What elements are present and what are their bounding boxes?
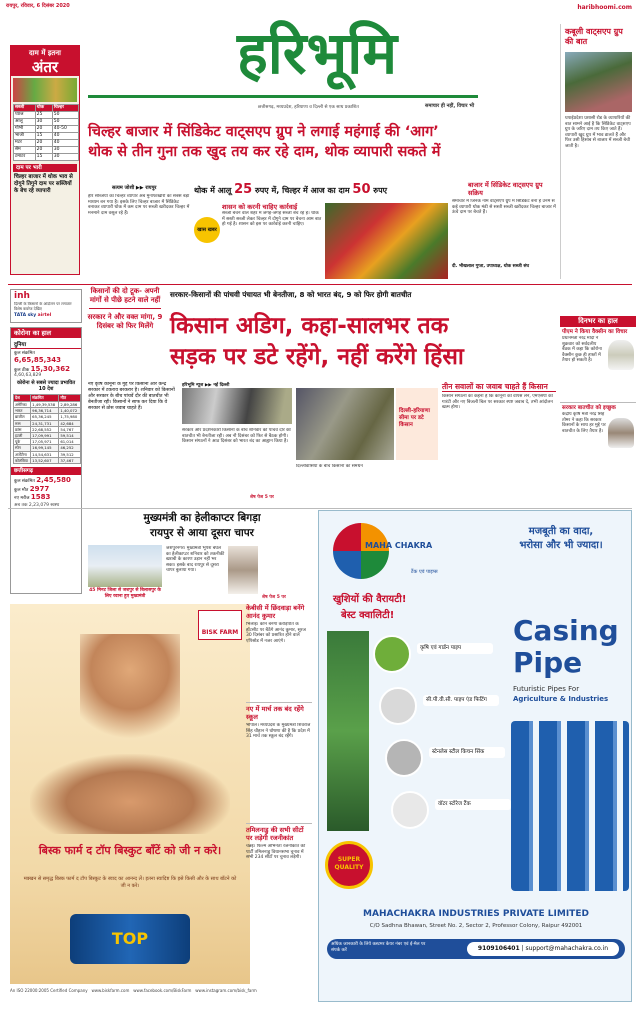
sub-banner-suffix: रुपए <box>373 186 388 195</box>
sub-banner-mid: रुपए में, चिल्हर में आज का दाम <box>254 186 350 195</box>
price-cell: 30 <box>35 119 52 126</box>
price-cell: 50 <box>52 119 78 126</box>
lead-body: हरि सब्जियों का चिल्हर व्यापार अब मुनाफाखोरी का सबसे बड़ा माध्यम बन गया है। इसके लिए चिल्हर बाजार में सिंडिकेट बनाकर व्यापारी थोक में कम दाम पर सब्जी खरीदकर चिल्हर में मनमाने दाम वसूल रहे हैं। <box>88 194 190 216</box>
price-cell: 25 <box>35 112 52 119</box>
corona-cell: 17,09,991 <box>31 433 59 439</box>
farmers-headline-1: किसान अडिग, कहा-सालभर तक <box>170 313 449 339</box>
mahachakra-ad[interactable] <box>318 510 632 1002</box>
corona-row <box>14 402 81 408</box>
price-cell: 20 <box>35 126 52 133</box>
corona-cell: 65,36,245 <box>31 414 59 420</box>
cm-photo <box>228 546 258 594</box>
tatasky-logo: TATA sky <box>14 313 37 318</box>
cg-deaths-label: कुल मौत <box>14 488 29 494</box>
world-cases: 6,65,85,343 <box>14 356 61 364</box>
sub-banner-num2: 50 <box>352 182 371 197</box>
corona-col-header: देश <box>14 395 31 402</box>
lead-side-title: बाजार में सिंडिकेट वाट्सएप ग्रुप सक्रिय <box>468 181 543 197</box>
corona-cell: ब्राजील <box>14 414 31 420</box>
sub-banner-prefix: थोक में आलू <box>194 186 232 195</box>
corona-cell: 17,05,971 <box>31 439 59 445</box>
photo-caption-box <box>396 388 438 460</box>
masthead-subline: छत्तीसगढ़, मध्यप्रदेश, हरियाणा व दिल्ली से एक साथ प्रकाशित <box>258 105 359 110</box>
corona-cell: 54,767 <box>59 426 81 432</box>
pm-photo <box>608 340 634 370</box>
product-image <box>373 635 411 673</box>
right-top-title: कबूली वाट्सएप ग्रुप की बात <box>565 27 623 46</box>
price-cell: भाजी <box>14 133 36 140</box>
khas-badge: खास खबर <box>194 217 220 243</box>
top-strip <box>0 0 640 13</box>
airtel-logo: airtel <box>37 313 52 318</box>
corona-row <box>14 451 81 457</box>
dateline: रायपुर, रविवार, 6 दिसंबर 2020 <box>6 3 70 9</box>
farmer-quotes <box>85 287 165 377</box>
price-cell: मटर <box>14 140 36 147</box>
corona-cell: 22,68,552 <box>31 426 59 432</box>
mahachakra-tag: टैंक एवं पाइप्स <box>411 569 438 575</box>
product-strip-photo <box>327 631 369 831</box>
price-cell: सेम <box>14 147 36 154</box>
price-cell: 50 <box>52 112 78 119</box>
price-table <box>13 104 79 161</box>
mahachakra-logo-ring <box>333 523 389 579</box>
heli-jump: शेष पेज 5 पर <box>262 595 286 600</box>
corona-cell: यूके <box>14 439 31 445</box>
price-cell: टमाटर <box>14 154 36 161</box>
footer-fb[interactable]: www.facebook.com/BiskFarm <box>133 988 192 993</box>
cg-footer: अब तक 2,23,079 स्वस्थ <box>14 503 60 509</box>
world-recovered: 15,30,362 <box>30 365 71 373</box>
price-col-header: सब्जी <box>14 105 36 112</box>
right-s1-body: प्रधानमंत्री नरेंद्र मोदी ने शुक्रवार को सर्वदलीय बैठक में कहा कि कोरोना वैक्सीन कुछ ही हफ्तों में तैयार हो सकती है। <box>562 336 602 364</box>
price-row <box>14 147 79 154</box>
corona-cell: 61,014 <box>59 439 81 445</box>
inh-text: दिल्ली के किसानों के आंदोलन पर लगातार विशेष कवरेज देखिए <box>14 302 72 311</box>
biskfarm-logo <box>198 610 242 640</box>
minister-photo <box>608 418 634 448</box>
mahachakra-quality: बेस्ट क्वालिटी! <box>341 610 395 621</box>
photo-caption: दिल्ली-हरियाणा सीमा पर डटे किसान <box>399 408 430 428</box>
corona-cell: 96,36,714 <box>31 408 59 414</box>
corona-top10-title: कोरोना से सबसे ज्यादा प्रभावित 10 देश <box>16 380 76 392</box>
price-cell: प्याज <box>14 112 36 119</box>
price-sub-label: दाम पर भारी <box>13 164 77 172</box>
news-s3-title: तमिलनाडु की सभी सीटों पर लड़ेगी रजनीकांत <box>246 823 312 842</box>
corona-cell: रूस <box>14 420 31 426</box>
price-row <box>14 133 79 140</box>
teen-box <box>442 382 556 502</box>
cg-cases-label: कुल संक्रमित <box>14 479 35 485</box>
cg-new-label: नए मरीज <box>14 496 30 502</box>
price-col-header: चिल्हर <box>52 105 78 112</box>
farmers-headline-2: सड़क पर डटे रहेंगे, नहीं करेंगे हिंसा <box>170 344 464 370</box>
contact-bar <box>327 939 625 959</box>
corona-cell: 1,75,980 <box>59 414 81 420</box>
contact-pill: 9109106401 | support@mahachakra.co.in <box>467 942 619 956</box>
product-item <box>379 683 499 729</box>
corona-cell: फ्रांस <box>14 426 31 432</box>
corona-cell: अमेरिका <box>14 402 31 408</box>
corona-box <box>10 327 82 594</box>
lead-side-body: समाचार में जिनके नाम वाट्सएप ग्रुप में सिंडिकेट बना है उनमें से कई व्यापारी थोक मंडी से सस्ती सब्जी खरीदकर चिल्हर बाजार में ऊंचे दाम पर बेचते हैं। <box>452 199 556 216</box>
pipe-title: Pipe <box>513 646 583 679</box>
price-cell: 40-50 <box>52 126 78 133</box>
quote-2: सरकार ने और वक्त मांगा, 9 दिसंबर को फिर मिलेंगे <box>87 313 163 330</box>
product-image <box>379 687 417 725</box>
super-quality-badge: SUPER QUALITY <box>325 841 373 889</box>
sumo-standing <box>80 634 180 754</box>
right-s2-title: सरकार बातचीत को इच्छुक <box>560 402 636 412</box>
price-col-header: थोक <box>35 105 52 112</box>
masthead-slogan: समाचार ही नहीं, विचार भी <box>425 103 475 109</box>
vegetable-stall-photo <box>325 203 448 279</box>
world-recovered-label: कुल ठीक <box>14 368 30 373</box>
product-item <box>385 735 505 781</box>
biskfarm-headline: बिस्क फार्म द टॉप बिस्कुट बॉंटें को जी न करे। <box>38 844 222 857</box>
corona-cell: 14,54,631 <box>31 451 59 457</box>
price-row <box>14 154 79 161</box>
corona-cell: 37,467 <box>59 457 81 463</box>
corona-cell: 1,40,072 <box>59 408 81 414</box>
price-box <box>10 45 80 275</box>
corona-row <box>14 414 81 420</box>
farmers-intro: नए कृषि कानूनों के मुद्दे पर किसानों और केन्द्र सरकार में टकराव बरकरार है। शनिवार को किसानों और सरकार के बीच पांचवें दौर की बातचीत भी बेनतीजा रही। किसानों ने साफ कर दिया कि वे सरकार से ठोस जवाब चाहते हैं। <box>88 382 175 411</box>
lead-side-byline: दी. भीखलाल गुप्ता, उपाध्यक्ष, थोक सब्जी संघ <box>452 264 530 269</box>
inh-logo: inh <box>14 291 30 301</box>
heli-caption: 45 मिनट जिला से जशपुर से बिलासपुर के लिए रवाना हुए मुख्यमंत्री <box>89 588 161 599</box>
price-row <box>14 140 79 147</box>
corona-cell: 13,52,607 <box>31 457 59 463</box>
price-cell: 40 <box>52 140 78 147</box>
world-cases-label: कुल संक्रमित <box>14 351 35 356</box>
lead-side-box <box>452 181 556 281</box>
news-s3-body: चेन्नई। फिल्म अभिनेता रजनीकांत की पार्टी तमिलनाडु विधानसभा चुनाव में सभी 234 सीटों पर चुनाव लड़ेगी। <box>246 844 306 861</box>
price-sub-text: चिल्हर बाजार में थोक भाव से दोगुने तिगुने दाम पर सब्जियों के बेच रहे व्यापारी <box>14 174 73 194</box>
masthead-rule <box>88 95 478 98</box>
heli-headline-1: मुख्यमंत्री का हेलीकाप्टर बिगड़ा <box>143 512 261 524</box>
product-item <box>391 787 511 833</box>
farmers-strap: सरकार-किसानों की पांचवी पंचायत भी बेनतीजा, 8 को भारत बंद, 9 को फिर होगी बातचीत <box>170 290 412 299</box>
corona-cell: 59,514 <box>59 433 81 439</box>
sumo-lying <box>30 754 230 834</box>
cg-title: छत्तीसगढ़ <box>11 467 81 475</box>
top-biscuit-pack <box>70 914 190 964</box>
farmers-byline: हरिभूमि न्यूज ▶▶ नई दिल्ली <box>182 383 230 388</box>
biskfarm-ad[interactable] <box>10 604 250 984</box>
corona-world-label: दुनिया <box>11 338 81 349</box>
corona-row <box>14 457 81 463</box>
right-top-body: घपाईप्रदेशा प्रशासी रोड के व्यापारियों की बात सामने आई है कि सिंडिकेट वाट्सएप ग्रुप के जरिए दाम तय किए जाते हैं। व्यापारी खुद ग्रुप में भाव डालते हैं और फिर उसी हिसाब से बाजार में सब्जी बेची जाती है। <box>565 116 631 149</box>
corona-cell: 24,31,731 <box>31 420 59 426</box>
product-label: सी.पी.वी.सी. पाइप एंड फिटिंग <box>423 695 499 706</box>
price-cell: 15 <box>35 133 52 140</box>
price-cell: 40 <box>52 133 78 140</box>
biskfarm-sub: मक्खन से समृद्ध बिस्क फार्म द टॉप बिस्कुट के स्वाद का आनन्द लें। इतना स्वादिष्ट कि इसे किसी और के साथ बाँटने को जी न करे। <box>23 876 237 889</box>
product-list <box>373 631 503 851</box>
corona-cell: कोलंबिया <box>14 457 31 463</box>
news-s1-title: केबीसी में छिंदवाड़ा बनेंगे आनंद कुमार <box>246 604 305 620</box>
footer-iso: An ISO 22000:2005 Certified Company <box>10 988 88 993</box>
price-box-label: दाम में इतना <box>11 46 79 58</box>
talks-photo <box>182 388 292 424</box>
right-column <box>560 316 636 506</box>
mahachakra-slogan-2: भरोसा और भी ज्यादा। <box>519 540 603 551</box>
corona-cell: 39,512 <box>59 451 81 457</box>
farmers-body: सरकार और प्रदर्शनकारी किसानों के बीच शनिवार को पांचवें दौर की बातचीत भी बेनतीजा रही। अब नौ दिसंबर को फिर से बैठक होगी। किसान संगठनों ने आठ दिसंबर को भारत बंद का आह्वान किया है। <box>182 428 291 445</box>
price-cell: 15 <box>35 154 52 161</box>
lead-byline: सत्यम जोशी ▶▶ रायपुर <box>112 185 157 191</box>
heli-body: जशपुरनगर। मुख्यमंत्री भूपेश बघेल का हेलीकाप्टर शनिवार को तकनीकी खराबी के कारण उड़ान नहीं भर सका। इसके बाद रायपुर से दूसरा चापर बुलाया गया। <box>166 546 225 574</box>
product-image <box>391 791 429 829</box>
price-row <box>14 112 79 119</box>
product-label: स्टेनलेस स्टील किचन सिंक <box>429 747 505 758</box>
khas-title: शासन को करनी चाहिए कार्रवाई <box>222 203 298 211</box>
futuristic-text: Futuristic Pipes For <box>513 685 580 693</box>
news-s2-title: नए में मार्च तक बंद रहेंगे स्कूल <box>246 702 312 721</box>
corona-cell: भारत <box>14 408 31 414</box>
farmers-jump: शेष पेज 5 पर <box>250 495 274 500</box>
corona-table <box>13 394 81 464</box>
product-item <box>373 631 493 677</box>
mahachakra-phone[interactable]: 9109106401 <box>477 945 520 952</box>
vegetables-photo <box>13 78 77 102</box>
market-photo <box>565 52 632 112</box>
teen-title: तीन सवालों का जवाब चाहते हैं किसान <box>442 382 556 392</box>
top-pack-label: TOP <box>111 929 149 948</box>
price-cell: 30 <box>52 154 78 161</box>
agri-text: Agriculture & Industries <box>513 695 609 703</box>
khas-box <box>194 203 322 279</box>
khas-body: सब्जी बेचने वाले शहर में जगह-जगह सब्जी बेच रहे हैं। थोक में सस्ती सब्जी लेकर चिल्हर में दोगुने दाम पर बेचना आम बात हो गई है। शासन को इस पर कार्रवाई करनी चाहिए। <box>222 211 322 228</box>
lead-headline-1: चिल्हर बाजार में सिंडिकेट वाट्सएप ग्रुप ने लगाई महंगाई की ‘आग’ <box>88 124 439 140</box>
right-s2-body: केंद्रीय कृषि मंत्री नरेंद्र सिंह तोमर ने कहा कि सरकार किसानों के साथ हर मुद्दे पर बातचीत के लिए तैयार है। <box>562 412 606 434</box>
product-label: कृषि एवं गार्डन पाइप <box>417 643 493 654</box>
masthead-logo: हरिभूमि <box>236 19 398 87</box>
corona-cell: 16,99,145 <box>31 445 59 451</box>
corona-cell: 1,49,39,538 <box>31 402 59 408</box>
footer-ig[interactable]: www.instagram.com/bisk_farm <box>195 988 257 993</box>
product-image <box>385 739 423 777</box>
price-cell: 30 <box>52 147 78 154</box>
mahachakra-email[interactable]: support@mahachakra.co.in <box>525 945 609 952</box>
sub-banner-num1: 25 <box>234 182 253 197</box>
price-cell: 20 <box>35 147 52 154</box>
price-row <box>14 119 79 126</box>
corona-cell: अर्जेंटीना <box>14 451 31 457</box>
price-row <box>14 126 79 133</box>
mahachakra-company: MAHACHAKRA INDUSTRIES PRIVATE LIMITED <box>363 909 589 919</box>
right-s1-title: पीएम ने किया वैक्सीन का विचार <box>562 329 628 335</box>
cg-deaths: 2977 <box>29 485 50 494</box>
product-label: वॉटर स्टोरेज टैंक <box>435 799 511 810</box>
world-deaths: 4,60,63,829 <box>14 373 42 378</box>
lead-headline-2: थोक से तीन गुना तक खुद तय कर रहे दाम, थोक व्यापारी सकते में <box>88 144 441 160</box>
biskfarm-footer <box>10 988 310 993</box>
news-s1-body: भिलाई। कौन बनेगा करोड़पति के हॉटसीट पर बैठेंगे आनंद कुमार, सूरज 30 दिसंबर को प्रसारित होने वाले एपिसोड में नजर आएंगे। <box>246 622 306 644</box>
protest-photo <box>296 388 394 460</box>
corona-title: कोरोना का हाल <box>11 328 81 338</box>
news-s2-body: भोपाल। मध्यप्रदेश के मुख्यमंत्री शिवराज सिंह चौहान ने घोषणा की है कि प्रदेश में 31 मार्च तक स्कूल बंद रहेंगे। <box>246 723 311 740</box>
price-cell: 20 <box>35 140 52 147</box>
news-column <box>246 604 312 984</box>
price-cell: गोभी <box>14 126 36 133</box>
lead-sub-banner <box>194 181 448 199</box>
corona-cell: इटली <box>14 433 31 439</box>
photo-side-text: दिल्लीवासियों के बीच किसानों का समर्थन <box>296 464 363 469</box>
quote-1: किसानों की दो टूक- अपनी मांगों से पीछे हटने वाले नहीं <box>89 287 161 304</box>
contact-label: अधिक जानकारी के लिये कस्टमर केयर नंबर एवं ई-मेल पर संपर्क करें <box>331 942 426 953</box>
footer-web[interactable]: www.biskfarm.com <box>91 988 130 993</box>
right-col-title: दिनभर का हाल <box>560 316 636 327</box>
casing-title: Casing <box>513 614 619 647</box>
heli-headline-2: रायपुर से आया दूसरा चापर <box>150 527 254 539</box>
corona-col-header: संक्रमित <box>31 395 59 402</box>
section-divider <box>8 284 632 285</box>
mahachakra-variety: खुशियों की वैरायटी! <box>333 594 407 605</box>
price-cell: आलू <box>14 119 36 126</box>
corona-cell: 46,252 <box>59 445 81 451</box>
corona-col-header: मौत <box>59 395 81 402</box>
helicopter-photo <box>88 545 162 587</box>
teen-body: किसान संगठनों का कहना है कि कानूनों को वापस लेने, एमएसपी की गारंटी और नए बिजली बिल पर सरकार स्पष्ट जवाब दे, तभी आंदोलन खत्म होगा। <box>442 394 553 411</box>
divider-2 <box>8 508 632 509</box>
biskfarm-brand: BISK FARM <box>201 629 239 636</box>
corona-cell: 2,89,286 <box>59 402 81 408</box>
website-link[interactable]: haribhoomi.com <box>577 4 632 11</box>
inh-ad[interactable] <box>10 289 82 323</box>
mahachakra-slogan-1: मजबूती का वादा, <box>528 526 594 537</box>
cg-cases: 2,45,580 <box>36 476 71 485</box>
mahachakra-brand: MAHA CHAKRA <box>365 541 433 550</box>
mahachakra-address: C/O Sadhna Bhawan, Street No. 2, Sector 2, Professor Colony, Raipur 492001 <box>369 923 583 929</box>
right-top-box <box>560 24 636 279</box>
corona-cell: स्पेन <box>14 445 31 451</box>
pipes-image <box>511 721 629 891</box>
corona-cell: 42,684 <box>59 420 81 426</box>
price-box-big: अंतर <box>11 58 79 76</box>
cg-new: 1583 <box>30 493 51 502</box>
